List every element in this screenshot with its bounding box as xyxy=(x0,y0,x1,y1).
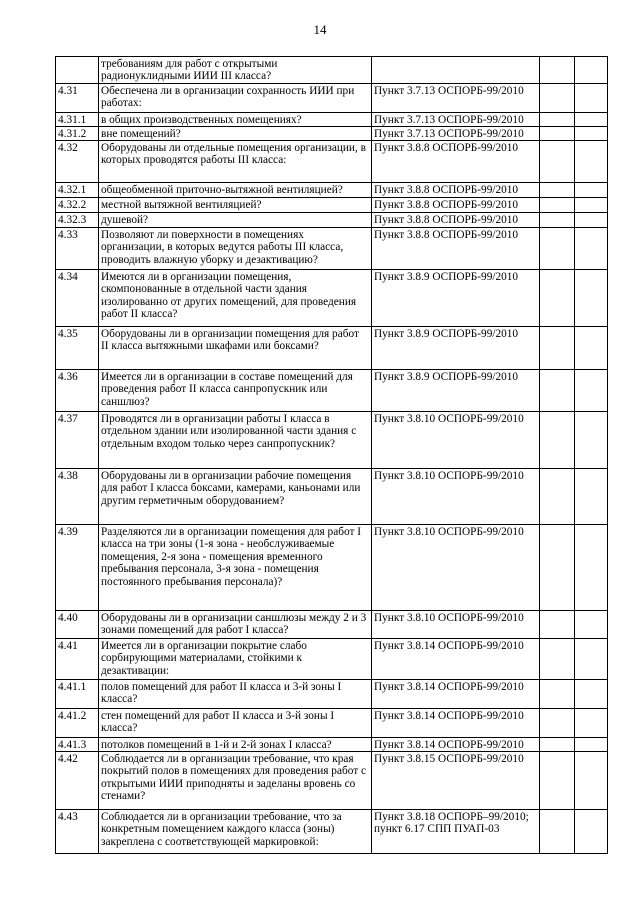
row-question: Имеется ли в организации покрытие слабо сорбирующими материалами, стойкими к дезактивации: xyxy=(99,639,372,680)
row-number: 4.38 xyxy=(56,469,99,525)
answer-cell-no xyxy=(575,752,608,810)
row-reference: Пункт 3.8.10 ОСПОРБ-99/2010 xyxy=(372,611,540,639)
row-question: требованиям для работ с открытыми радионуклидными ИИИ III класса? xyxy=(99,57,372,84)
row-question: Обеспечена ли в организации сохранность ИИИ при работах: xyxy=(99,84,372,113)
answer-cell-yes xyxy=(540,709,575,738)
table-row xyxy=(56,213,608,228)
row-number: 4.39 xyxy=(56,525,99,611)
answer-cell-yes xyxy=(540,270,575,327)
row-number: 4.32 xyxy=(56,141,99,183)
row-question: Оборудованы ли отдельные помещения организации, в которых проводятся работы III класса: xyxy=(99,141,372,183)
answer-cell-yes xyxy=(540,738,575,752)
checklist-table xyxy=(55,56,608,854)
row-number xyxy=(56,57,99,84)
row-reference: Пункт 3.8.9 ОСПОРБ-99/2010 xyxy=(372,327,540,370)
row-reference: Пункт 3.8.10 ОСПОРБ-99/2010 xyxy=(372,469,540,525)
answer-cell-yes xyxy=(540,469,575,525)
row-reference: Пункт 3.8.9 ОСПОРБ-99/2010 xyxy=(372,270,540,327)
table-row xyxy=(56,183,608,198)
row-reference: Пункт 3.7.13 ОСПОРБ-99/2010 xyxy=(372,127,540,141)
answer-cell-no xyxy=(575,113,608,127)
row-question: Соблюдается ли в организации требование, что за конкретным помещением каждого класса (зоны) закреплена с соответствующей маркировкой: xyxy=(99,810,372,854)
answer-cell-no xyxy=(575,611,608,639)
row-reference: Пункт 3.8.14 ОСПОРБ-99/2010 xyxy=(372,738,540,752)
row-question: вне помещений? xyxy=(99,127,372,141)
table-row xyxy=(56,680,608,709)
row-question: Оборудованы ли в организации рабочие помещения для работ I класса боксами, камерами, каньонами или другим герметичным оборудованием? xyxy=(99,469,372,525)
answer-cell-yes xyxy=(540,752,575,810)
answer-cell-yes xyxy=(540,127,575,141)
row-number: 4.41 xyxy=(56,639,99,680)
row-number: 4.32.1 xyxy=(56,183,99,198)
row-reference xyxy=(372,57,540,84)
answer-cell-yes xyxy=(540,810,575,854)
table-row xyxy=(56,469,608,525)
row-reference: Пункт 3.8.9 ОСПОРБ-99/2010 xyxy=(372,370,540,412)
row-reference: Пункт 3.7.13 ОСПОРБ-99/2010 xyxy=(372,84,540,113)
answer-cell-no xyxy=(575,412,608,469)
row-question: Соблюдается ли в организации требование, что края покрытий полов в помещениях для проведения работ с открытыми ИИИ приподняты и заделаны вровень со стенами? xyxy=(99,752,372,810)
row-number: 4.34 xyxy=(56,270,99,327)
table-row xyxy=(56,327,608,370)
row-question: Имеются ли в организации помещения, скомпонованные в отдельной части здания изолированно от других помещений, для проведения работ II класса? xyxy=(99,270,372,327)
page-number: 14 xyxy=(313,22,327,37)
answer-cell-yes xyxy=(540,228,575,270)
table-row xyxy=(56,113,608,127)
row-reference: Пункт 3.8.18 ОСПОРБ–99/2010; пункт 6.17 СПП ПУАП-03 xyxy=(372,810,540,854)
row-question: стен помещений для работ II класса и 3-й зоны I класса? xyxy=(99,709,372,738)
answer-cell-yes xyxy=(540,370,575,412)
answer-cell-no xyxy=(575,84,608,113)
row-number: 4.31.1 xyxy=(56,113,99,127)
row-reference: Пункт 3.8.14 ОСПОРБ-99/2010 xyxy=(372,639,540,680)
row-number: 4.31.2 xyxy=(56,127,99,141)
answer-cell-yes xyxy=(540,183,575,198)
row-question: Проводятся ли в организации работы I класса в отдельном здании или изолированной части здания с отдельным входом только через санпропускник? xyxy=(99,412,372,469)
row-reference: Пункт 3.8.10 ОСПОРБ-99/2010 xyxy=(372,412,540,469)
table-row xyxy=(56,752,608,810)
answer-cell-no xyxy=(575,57,608,84)
row-reference: Пункт 3.8.8 ОСПОРБ-99/2010 xyxy=(372,183,540,198)
row-reference: Пункт 3.8.14 ОСПОРБ-99/2010 xyxy=(372,680,540,709)
answer-cell-no xyxy=(575,525,608,611)
table-row xyxy=(56,57,608,84)
row-number: 4.42 xyxy=(56,752,99,810)
answer-cell-no xyxy=(575,228,608,270)
row-number: 4.31 xyxy=(56,84,99,113)
answer-cell-no xyxy=(575,327,608,370)
row-question: Разделяются ли в организации помещения для работ I класса на три зоны (1-я зона - необслуживаемые помещения, 2-я зона - помещения временного пребывания персонала, 3-я зона - помещения постоянного пребывания персонала)? xyxy=(99,525,372,611)
row-reference: Пункт 3.8.10 ОСПОРБ-99/2010 xyxy=(372,525,540,611)
row-number: 4.32.2 xyxy=(56,198,99,213)
row-question: полов помещений для работ II класса и 3-й зоны I класса? xyxy=(99,680,372,709)
row-question: общеобменной приточно-вытяжной вентиляцией? xyxy=(99,183,372,198)
answer-cell-no xyxy=(575,213,608,228)
row-number: 4.35 xyxy=(56,327,99,370)
answer-cell-no xyxy=(575,270,608,327)
table-row xyxy=(56,709,608,738)
row-question: в общих производственных помещениях? xyxy=(99,113,372,127)
answer-cell-yes xyxy=(540,327,575,370)
answer-cell-no xyxy=(575,183,608,198)
answer-cell-no xyxy=(575,198,608,213)
answer-cell-yes xyxy=(540,213,575,228)
row-number: 4.43 xyxy=(56,810,99,854)
row-reference: Пункт 3.8.8 ОСПОРБ-99/2010 xyxy=(372,141,540,183)
answer-cell-yes xyxy=(540,525,575,611)
row-number: 4.41.2 xyxy=(56,709,99,738)
row-question: Позволяют ли поверхности в помещениях организации, в которых ведутся работы III класса, проводить влажную уборку и дезактивацию? xyxy=(99,228,372,270)
row-number: 4.41.1 xyxy=(56,680,99,709)
answer-cell-no xyxy=(575,141,608,183)
table-row xyxy=(56,370,608,412)
answer-cell-no xyxy=(575,639,608,680)
table-row xyxy=(56,611,608,639)
table-row xyxy=(56,639,608,680)
row-reference: Пункт 3.8.8 ОСПОРБ-99/2010 xyxy=(372,228,540,270)
table-row xyxy=(56,738,608,752)
table-row xyxy=(56,270,608,327)
table-row xyxy=(56,198,608,213)
answer-cell-yes xyxy=(540,680,575,709)
answer-cell-yes xyxy=(540,412,575,469)
table-row xyxy=(56,810,608,854)
answer-cell-no xyxy=(575,810,608,854)
row-reference: Пункт 3.7.13 ОСПОРБ-99/2010 xyxy=(372,113,540,127)
table-row xyxy=(56,84,608,113)
answer-cell-yes xyxy=(540,639,575,680)
answer-cell-yes xyxy=(540,141,575,183)
answer-cell-yes xyxy=(540,198,575,213)
row-reference: Пункт 3.8.15 ОСПОРБ-99/2010 xyxy=(372,752,540,810)
answer-cell-no xyxy=(575,370,608,412)
answer-cell-no xyxy=(575,469,608,525)
row-question: местной вытяжной вентиляцией? xyxy=(99,198,372,213)
row-number: 4.40 xyxy=(56,611,99,639)
row-number: 4.37 xyxy=(56,412,99,469)
row-reference: Пункт 3.8.8 ОСПОРБ-99/2010 xyxy=(372,213,540,228)
answer-cell-yes xyxy=(540,57,575,84)
answer-cell-no xyxy=(575,709,608,738)
table-row xyxy=(56,141,608,183)
answer-cell-yes xyxy=(540,611,575,639)
answer-cell-no xyxy=(575,680,608,709)
answer-cell-yes xyxy=(540,113,575,127)
row-number: 4.36 xyxy=(56,370,99,412)
answer-cell-no xyxy=(575,738,608,752)
table-row xyxy=(56,412,608,469)
answer-cell-no xyxy=(575,127,608,141)
row-question: Оборудованы ли в организации помещения для работ II класса вытяжными шкафами или боксами? xyxy=(99,327,372,370)
row-reference: Пункт 3.8.8 ОСПОРБ-99/2010 xyxy=(372,198,540,213)
table-row xyxy=(56,127,608,141)
table-row xyxy=(56,228,608,270)
row-number: 4.41.3 xyxy=(56,738,99,752)
table-row xyxy=(56,525,608,611)
answer-cell-yes xyxy=(540,84,575,113)
row-question: Имеется ли в организации в составе помещений для проведения работ II класса санпропускник или саншлюз? xyxy=(99,370,372,412)
row-question: Оборудованы ли в организации саншлюзы между 2 и 3 зонами помещений для работ I класса? xyxy=(99,611,372,639)
row-reference: Пункт 3.8.14 ОСПОРБ-99/2010 xyxy=(372,709,540,738)
row-number: 4.32.3 xyxy=(56,213,99,228)
row-question: душевой? xyxy=(99,213,372,228)
row-number: 4.33 xyxy=(56,228,99,270)
row-question: потолков помещений в 1-й и 2-й зонах I класса? xyxy=(99,738,372,752)
